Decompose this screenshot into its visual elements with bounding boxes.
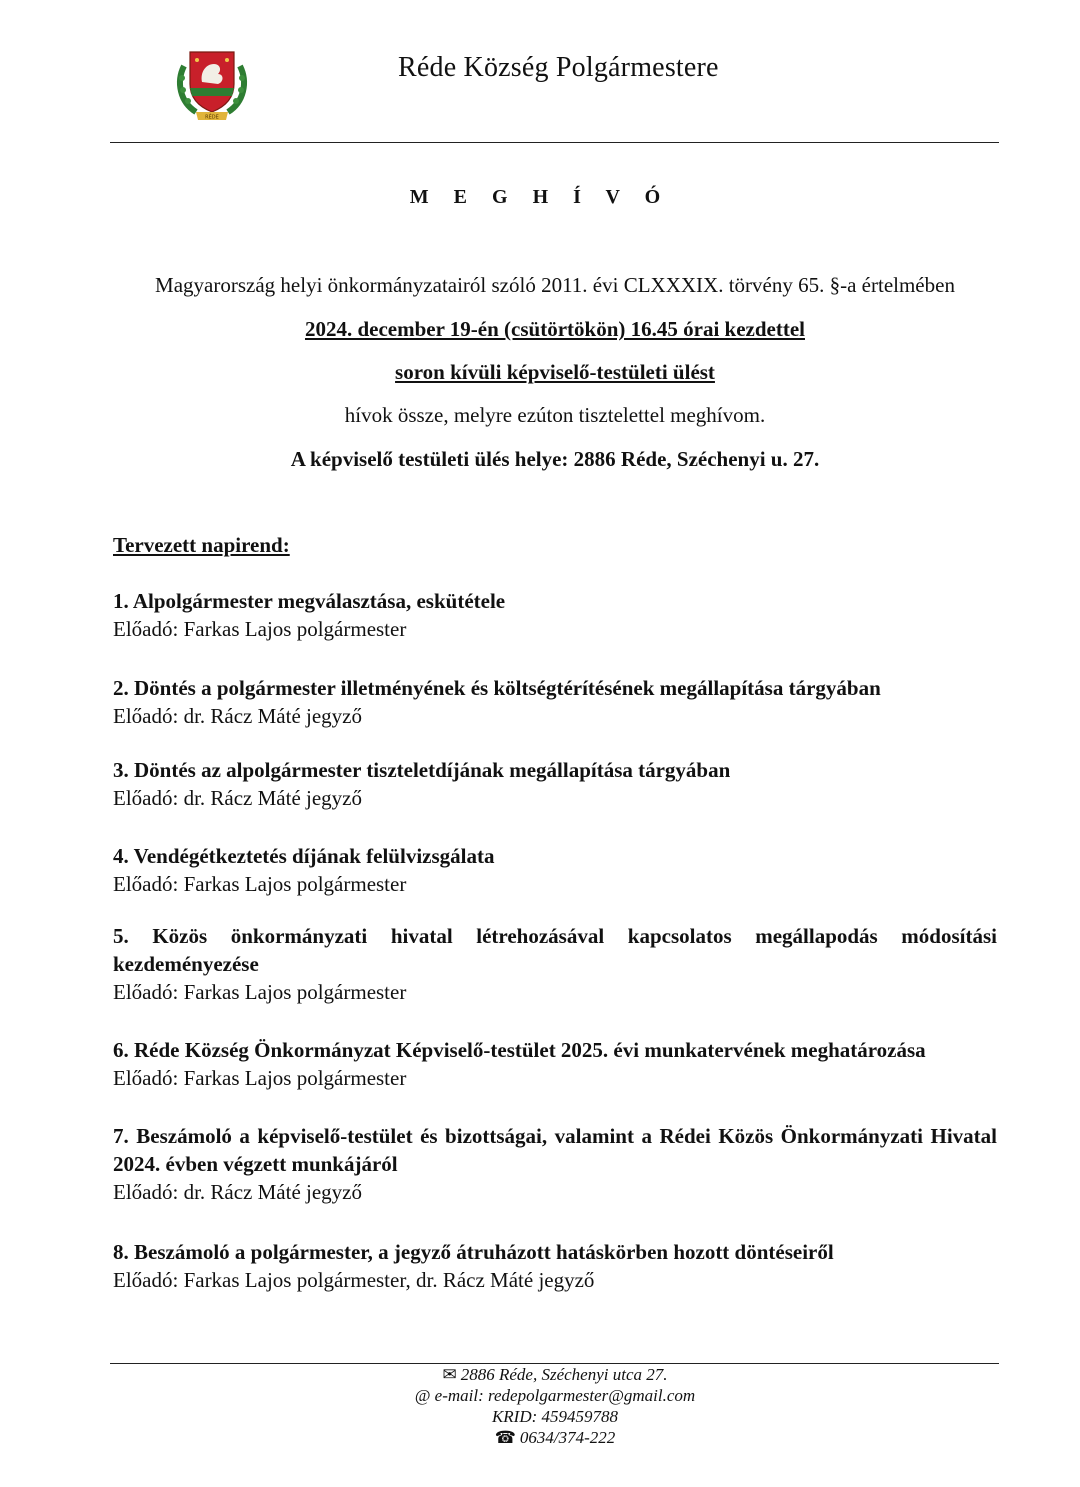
agenda-item-title: 1. Alpolgármester megválasztása, eskütétele [113,589,506,613]
envelope-icon: ✉ [442,1365,457,1384]
legal-basis-line: Magyarország helyi önkormányzatairól szóló 2011. évi CLXXXIX. törvény 65. §-a értelmében [155,273,955,297]
agenda-item-presenter: Előadó: dr. Rácz Máté jegyző [113,786,362,810]
invitation-line: hívok össze, melyre ezúton tisztelettel meghívom. [344,403,766,427]
agenda-item-presenter: Előadó: Farkas Lajos polgármester [113,980,407,1004]
agenda-item-title: 7. Beszámoló a képviselő-testület és bizottságai, valamint a Rédei Közös Önkormányzati Hivatal 2024. évben végzett munkájáról [113,1124,997,1176]
agenda-item [113,1036,997,1092]
meeting-type-line: soron kívüli képviselő-testületi ülést [395,360,715,384]
agenda-item-presenter: Előadó: Farkas Lajos polgármester [113,872,407,896]
agenda-item [113,1238,997,1294]
agenda-item-title: 2. Döntés a polgármester illetményének és költségtérítésének megállapítása tárgyában [113,676,881,700]
agenda-item-presenter: Előadó: Farkas Lajos polgármester, dr. Rácz Máté jegyző [113,1268,595,1292]
agenda-item-presenter: Előadó: Farkas Lajos polgármester [113,617,407,641]
coat-of-arms-logo [174,44,250,122]
agenda-item [113,756,997,812]
footer-address: 2886 Réde, Széchenyi utca 27. [460,1365,668,1384]
phone-icon: ☎ [494,1428,516,1447]
logo-ribbon-text: RÉDE [205,114,219,121]
footer-krid: KRID: 459459788 [491,1407,619,1426]
agenda-item [113,674,997,730]
agenda-item [113,842,997,898]
document-title: M E G H Í V Ó [409,186,671,208]
agenda-item-title: 6. Réde Község Önkormányzat Képviselő-testület 2025. évi munkatervének meghatározása [113,1038,926,1062]
agenda-item-presenter: Előadó: dr. Rácz Máté jegyző [113,1180,362,1204]
venue-line: A képviselő testületi ülés helye: 2886 Réde, Széchenyi u. 27. [290,447,820,471]
footer-contact [0,1364,1080,1448]
footer-address-line [0,1364,1080,1385]
agenda-item [113,587,997,643]
footer-phone: 0634/374-222 [519,1428,616,1447]
agenda-item-title: 3. Döntés az alpolgármester tiszteletdíjának megállapítása tárgyában [113,758,731,782]
agenda-item-title: 5. Közös önkormányzati hivatal létrehozásával kapcsolatos megállapodás módosítási kezdeményezése [113,924,997,976]
footer-phone-line [0,1427,1080,1448]
agenda-item-title: 8. Beszámoló a polgármester, a jegyző átruházott hatáskörben hozott döntéseiről [113,1240,834,1264]
agenda-item [113,922,997,1006]
agenda-item-presenter: Előadó: dr. Rácz Máté jegyző [113,704,362,728]
agenda-item-title: 4. Vendégétkeztetés díjának felülvizsgálata [113,844,495,868]
header-divider [110,142,999,143]
agenda-item-presenter: Előadó: Farkas Lajos polgármester [113,1066,407,1090]
meeting-date-line: 2024. december 19-én (csütörtökön) 16.45 órai kezdettel [304,317,805,341]
agenda-heading: Tervezett napirend: [113,533,290,557]
agenda-item [113,1122,997,1206]
letterhead [0,0,1080,145]
office-title: Réde Község Polgármestere [398,52,719,83]
footer-email: @ e-mail: redepolgarmester@gmail.com [414,1386,696,1405]
